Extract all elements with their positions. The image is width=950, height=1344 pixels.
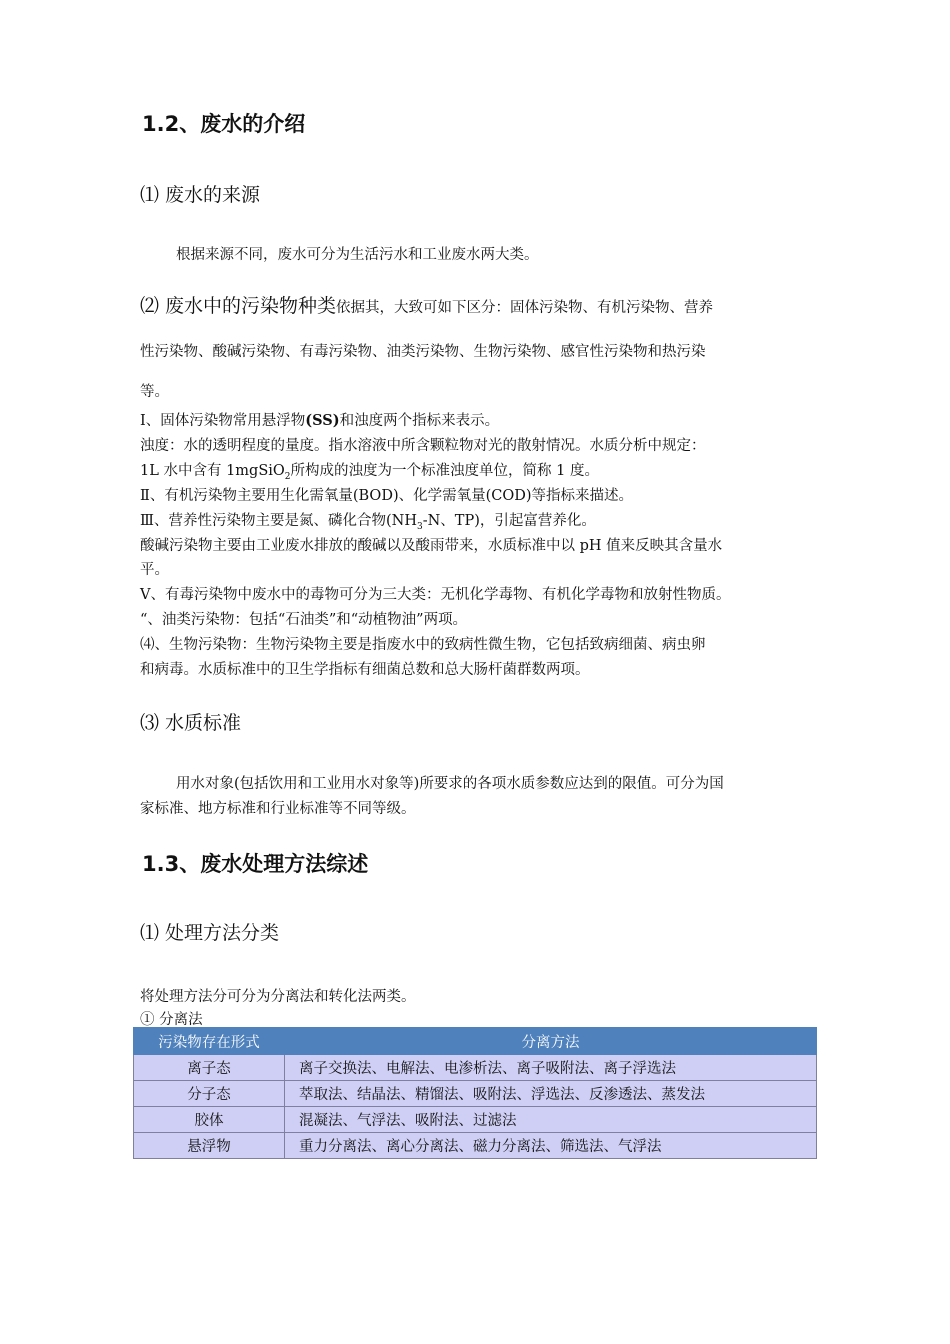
text: 所构成的浊度为一个标准浊度单位，简称 1 度。 — [290, 463, 599, 479]
table-row — [134, 1081, 817, 1107]
paragraph-water-standard-cont: 家标准、地方标准和行业标准等不同等级。 — [140, 801, 416, 817]
list-item-turbidity: 浊度：水的透明程度的量度。指水溶液中所含颗粒物对光的散射情况。水质分析中规定： — [140, 438, 706, 454]
subscript: 2 — [284, 471, 291, 482]
section-1-3-title: 1.3、废水处理方法综述 — [142, 852, 369, 876]
list-item-acid-base: 酸碱污染物主要由工业废水排放的酸碱以及酸雨带来，水质标准中以 pH 值来反映其含量水 — [140, 538, 723, 554]
table-cell-form: 胶体 — [134, 1107, 285, 1133]
text: -N、TP)，引起富营养化。 — [422, 513, 596, 529]
paragraph-separation-label: ① 分离法 — [140, 1012, 203, 1028]
text-bold: (SS) — [305, 412, 340, 429]
list-item-nutrient — [140, 509, 596, 532]
separation-methods-table — [133, 1027, 817, 1159]
subheading-water-standard: ⑶ 水质标准 — [140, 712, 242, 734]
text: 和浊度两个指标来表示。 — [339, 413, 500, 429]
subscript: 3 — [416, 521, 423, 532]
table-header-cell: 污染物存在形式 — [134, 1028, 285, 1055]
table-row — [134, 1107, 817, 1133]
list-item-biological-cont: 和病毒。水质标准中的卫生学指标有细菌总数和总大肠杆菌群数两项。 — [140, 662, 590, 678]
table-cell-methods: 重力分离法、离心分离法、磁力分离法、筛选法、气浮法 — [285, 1133, 817, 1159]
paragraph-method-classification: 将处理方法分可分为分离法和转化法两类。 — [140, 989, 416, 1005]
subheading-source: ⑴ 废水的来源 — [140, 184, 261, 206]
table-cell-methods: 萃取法、结晶法、精馏法、吸附法、浮选法、反渗透法、蒸发法 — [285, 1081, 817, 1107]
paragraph-source: 根据来源不同，废水可分为生活污水和工业废水两大类。 — [176, 247, 539, 263]
subheading-pollutant-types — [140, 291, 713, 318]
table-header-cell: 分离方法 — [285, 1028, 817, 1055]
paragraph-water-standard: 用水对象(包括饮用和工业用水对象等)所要求的各项水质参数应达到的限值。可分为国 — [176, 776, 724, 792]
list-item-acid-base-cont: 平。 — [140, 562, 169, 578]
list-item-organic: Ⅱ、有机污染物主要用生化需氧量(BOD)、化学需氧量(COD)等指标来描述。 — [140, 488, 634, 504]
table-row — [134, 1055, 817, 1081]
table-row — [134, 1133, 817, 1159]
section-1-2-title: 1.2、废水的介绍 — [142, 112, 306, 136]
table-cell-methods: 离子交换法、电解法、电渗析法、离子吸附法、离子浮选法 — [285, 1055, 817, 1081]
subheading-pollutant-types-title: ⑵ 废水中的污染物种类 — [140, 295, 337, 317]
text: Ⅲ、营养性污染物主要是氮、磷化合物(NH — [140, 513, 417, 529]
list-item-biological: ⑷、生物污染物：生物污染物主要是指废水中的致病性微生物，它包括致病细菌、病虫卵 — [140, 637, 706, 653]
subheading-method-classification: ⑴ 处理方法分类 — [140, 922, 280, 944]
list-item-toxic: Ⅴ、有毒污染物中废水中的毒物可分为三大类：无机化学毒物、有机化学毒物和放射性物质。 — [140, 587, 731, 603]
list-item-solid — [140, 409, 499, 430]
list-item-oil: “、油类污染物：包括“石油类”和“动植物油”两项。 — [140, 612, 468, 628]
table-cell-form: 分子态 — [134, 1081, 285, 1107]
paragraph-line: 等。 — [140, 384, 169, 400]
table-cell-methods: 混凝法、气浮法、吸附法、过滤法 — [285, 1107, 817, 1133]
text: 1L 水中含有 1mgSiO — [140, 463, 285, 479]
table-header-row — [134, 1028, 817, 1055]
subheading-pollutant-types-tail: 依据其，大致可如下区分：固体污染物、有机污染物、营养 — [336, 300, 714, 316]
table-cell-form: 离子态 — [134, 1055, 285, 1081]
paragraph-line: 性污染物、酸碱污染物、有毒污染物、油类污染物、生物污染物、感官性污染物和热污染 — [140, 344, 706, 360]
list-item-turbidity-unit — [140, 459, 599, 482]
table-cell-form: 悬浮物 — [134, 1133, 285, 1159]
text: Ⅰ、固体污染物常用悬浮物 — [140, 413, 306, 429]
